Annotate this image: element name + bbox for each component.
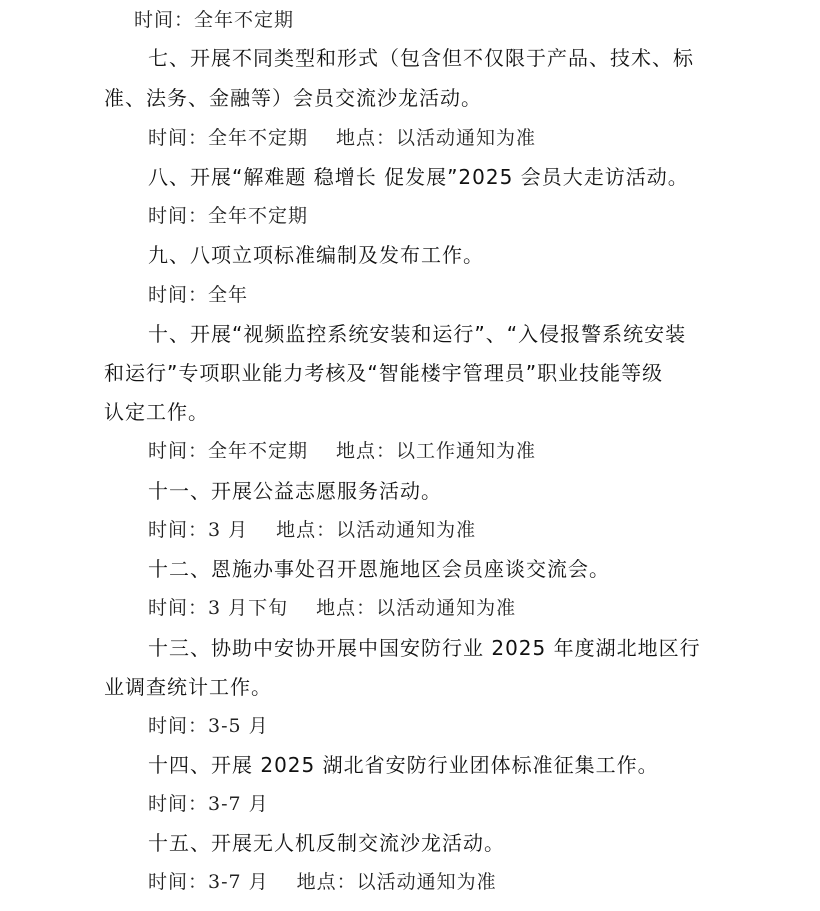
item-continuation bbox=[104, 359, 663, 387]
time-location-line bbox=[148, 516, 476, 544]
item-heading bbox=[148, 555, 610, 583]
time-text: 时间：3 月下旬 bbox=[148, 597, 289, 619]
item-text: 业调查统计工作。 bbox=[104, 675, 272, 699]
item-continuation bbox=[104, 398, 209, 426]
time-location-line bbox=[148, 437, 536, 465]
item-text: 和运行”专项职业能力考核及“智能楼宇管理员”职业技能等级 bbox=[104, 361, 664, 385]
time-text: 时间：3-7 月 bbox=[148, 793, 269, 815]
location-text: 地点：以活动通知为准 bbox=[336, 127, 537, 149]
time-text: 时间：全年不定期 bbox=[148, 205, 309, 227]
item-continuation bbox=[104, 673, 272, 701]
location-text: 地点：以活动通知为准 bbox=[316, 597, 517, 619]
item-heading bbox=[148, 477, 442, 505]
item-text: 准、法务、金融等）会员交流沙龙活动。 bbox=[104, 86, 482, 110]
time-text: 时间：3-7 月 bbox=[148, 871, 269, 893]
item-text: 十四、开展 2025 湖北省安防行业团体标准征集工作。 bbox=[148, 753, 659, 777]
item-heading bbox=[148, 634, 701, 662]
time-text: 时间：全年不定期 bbox=[134, 9, 295, 31]
item-heading bbox=[148, 163, 689, 191]
item-heading bbox=[148, 829, 505, 857]
time-text: 时间：3-5 月 bbox=[148, 715, 269, 737]
item-text: 十三、协助中安协开展中国安防行业 2025 年度湖北地区行 bbox=[148, 636, 701, 660]
location-text: 地点：以工作通知为准 bbox=[336, 440, 537, 462]
time-line bbox=[148, 712, 269, 740]
item-text: 十一、开展公益志愿服务活动。 bbox=[148, 479, 442, 503]
time-location-line bbox=[148, 124, 536, 152]
item-text: 认定工作。 bbox=[104, 400, 209, 424]
item-text: 七、开展不同类型和形式（包含但不仅限于产品、技术、标 bbox=[148, 46, 694, 70]
item-text: 十二、恩施办事处召开恩施地区会员座谈交流会。 bbox=[148, 557, 610, 581]
item-heading bbox=[148, 751, 659, 779]
time-text: 时间：全年 bbox=[148, 284, 249, 306]
item-heading bbox=[148, 320, 686, 348]
time-line bbox=[148, 202, 308, 230]
item-text: 九、八项立项标准编制及发布工作。 bbox=[148, 243, 484, 267]
item-continuation bbox=[104, 84, 482, 112]
time-line bbox=[134, 6, 294, 34]
time-line bbox=[148, 281, 248, 309]
item-text: 八、开展“解难题 稳增长 促发展”2025 会员大走访活动。 bbox=[148, 165, 689, 189]
time-text: 时间：3 月 bbox=[148, 519, 249, 541]
location-text: 地点：以活动通知为准 bbox=[296, 871, 497, 893]
item-heading bbox=[148, 44, 694, 72]
time-location-line bbox=[148, 594, 516, 622]
item-heading bbox=[148, 241, 484, 269]
time-text: 时间：全年不定期 bbox=[148, 440, 309, 462]
item-text: 十、开展“视频监控系统安装和运行”、“入侵报警系统安装 bbox=[148, 322, 687, 346]
time-line bbox=[148, 790, 269, 818]
item-text: 十五、开展无人机反制交流沙龙活动。 bbox=[148, 831, 505, 855]
time-text: 时间：全年不定期 bbox=[148, 127, 309, 149]
time-location-line bbox=[148, 868, 497, 896]
location-text: 地点：以活动通知为准 bbox=[276, 519, 477, 541]
